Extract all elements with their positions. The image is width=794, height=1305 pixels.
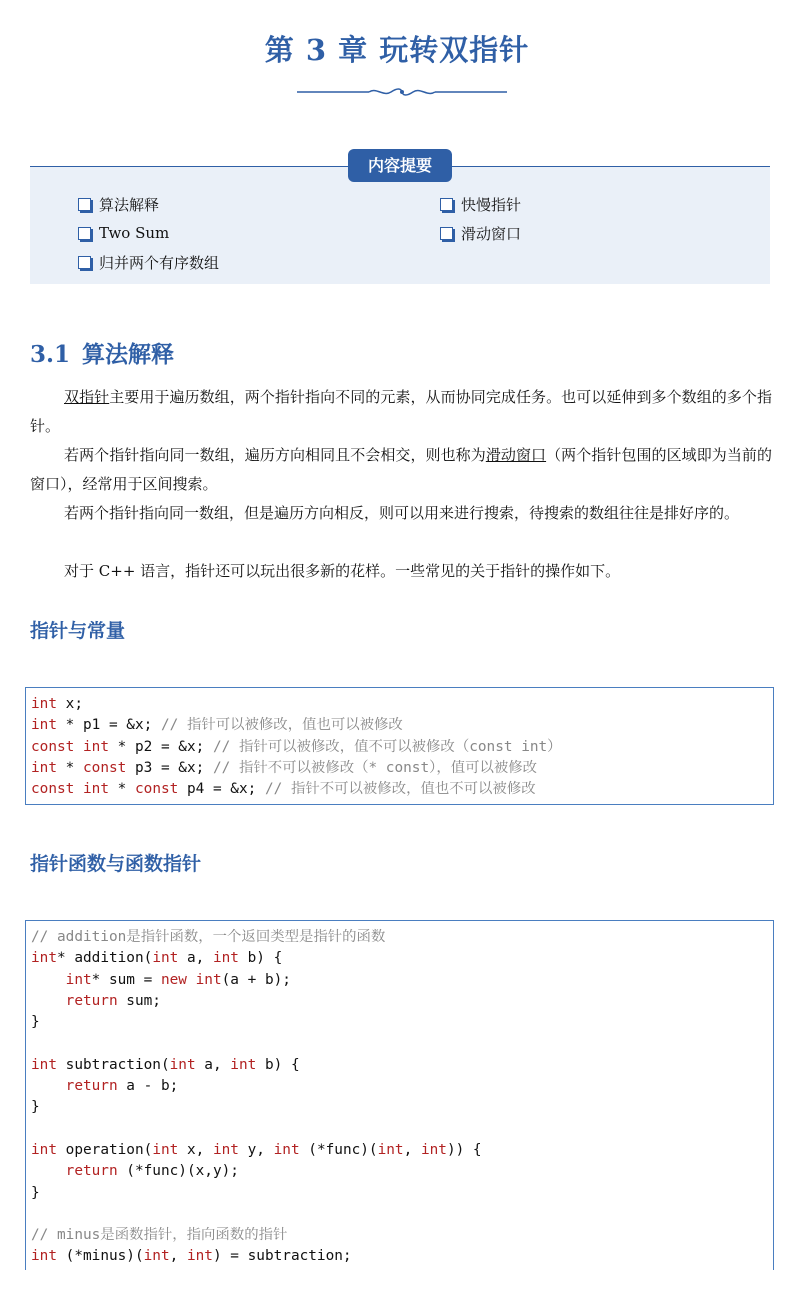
code-line: int* sum = new int(a + b); <box>65 971 291 988</box>
toc-item-label: 滑动窗口 <box>461 224 522 243</box>
checkbox-icon <box>440 227 453 240</box>
code-block <box>25 687 774 805</box>
toc-item-fast-slow[interactable] <box>440 194 521 214</box>
toc-item-sliding-window[interactable] <box>440 223 521 243</box>
paragraph: 若两个指针指向同一数组，但是遍历方向相反，则可以用来进行搜索，待搜索的数组往往是排好序的。 <box>64 504 740 522</box>
toc-item-label: 快慢指针 <box>461 195 522 214</box>
checkbox-icon <box>78 198 91 211</box>
code-line: int * p1 = &x; // 指针可以被修改，值也可以被修改 <box>31 717 403 734</box>
toc-item-label: 算法解释 <box>99 195 160 214</box>
code-line: return a - b; <box>65 1078 179 1095</box>
code-line: int * const p3 = &x; // 指针不可以被修改（* const），值可以被修改 <box>31 759 538 776</box>
code-line: return (*func)(x,y); <box>65 1163 239 1180</box>
title-ornament <box>297 84 507 100</box>
code-line: const int * const p4 = &x; // 指针不可以被修改，值也不可以被修改 <box>31 781 536 798</box>
subsection-heading: 指针函数与函数指针 <box>30 853 202 875</box>
paragraph: 若两个指针指向同一数组，遍历方向相同且不会相交，则也称为滑动窗口（两个指针包围的区域即为当前的窗口），经常用于区间搜索。 <box>30 446 772 493</box>
toc-item-two-sum[interactable] <box>78 223 169 243</box>
checkbox-icon <box>78 227 91 240</box>
code-line: // addition是指针函数，一个返回类型是指针的函数 <box>31 929 386 945</box>
term-link-sliding-window[interactable]: 滑动窗口 <box>485 446 547 464</box>
toc-item-algorithm[interactable] <box>78 194 159 214</box>
code-line: int operation(int x, int y, int (*func)(int, int)) { <box>31 1141 482 1158</box>
code-line: return sum; <box>65 992 161 1009</box>
code-line: } <box>31 1014 40 1031</box>
code-line: int* addition(int a, int b) { <box>31 950 283 967</box>
code-content <box>26 921 773 1268</box>
code-line: int x; <box>31 696 83 712</box>
term-link-two-pointers[interactable]: 双指针 <box>64 388 110 406</box>
code-line: // minus是函数指针，指向函数的指针 <box>31 1227 288 1244</box>
code-line <box>31 1119 773 1140</box>
section-heading <box>30 336 174 369</box>
toc-item-label: 归并两个有序数组 <box>99 253 220 272</box>
section-title: 算法解释 <box>82 341 175 368</box>
code-block <box>25 920 774 1270</box>
paragraph: 对于 C++ 语言，指针还可以玩出很多新的花样。一些常见的关于指针的操作如下。 <box>64 562 621 580</box>
checkbox-icon <box>440 198 453 211</box>
code-content <box>26 688 773 800</box>
toc-item-merge[interactable] <box>78 252 219 272</box>
chapter-title: 第 3 章 玩转双指针 <box>264 33 530 67</box>
section-number: 3.1 <box>30 341 71 368</box>
code-line: } <box>31 1099 40 1116</box>
code-line <box>31 1033 773 1054</box>
code-line: int (*minus)(int, int) = subtraction; <box>31 1248 352 1265</box>
toc-item-label: Two Sum <box>99 224 170 242</box>
summary-badge: 内容提要 <box>348 149 452 182</box>
subsection-heading: 指针与常量 <box>30 620 126 642</box>
code-line <box>31 1204 773 1225</box>
checkbox-icon <box>78 256 91 269</box>
code-line: } <box>31 1184 40 1201</box>
paragraph: 双指针主要用于遍历数组，两个指针指向不同的元素，从而协同完成任务。也可以延伸到多个数组的多个指针。 <box>30 388 772 435</box>
code-line: const int * p2 = &x; // 指针可以被修改，值不可以被修改（const int） <box>31 738 562 755</box>
code-line: int subtraction(int a, int b) { <box>31 1056 300 1073</box>
